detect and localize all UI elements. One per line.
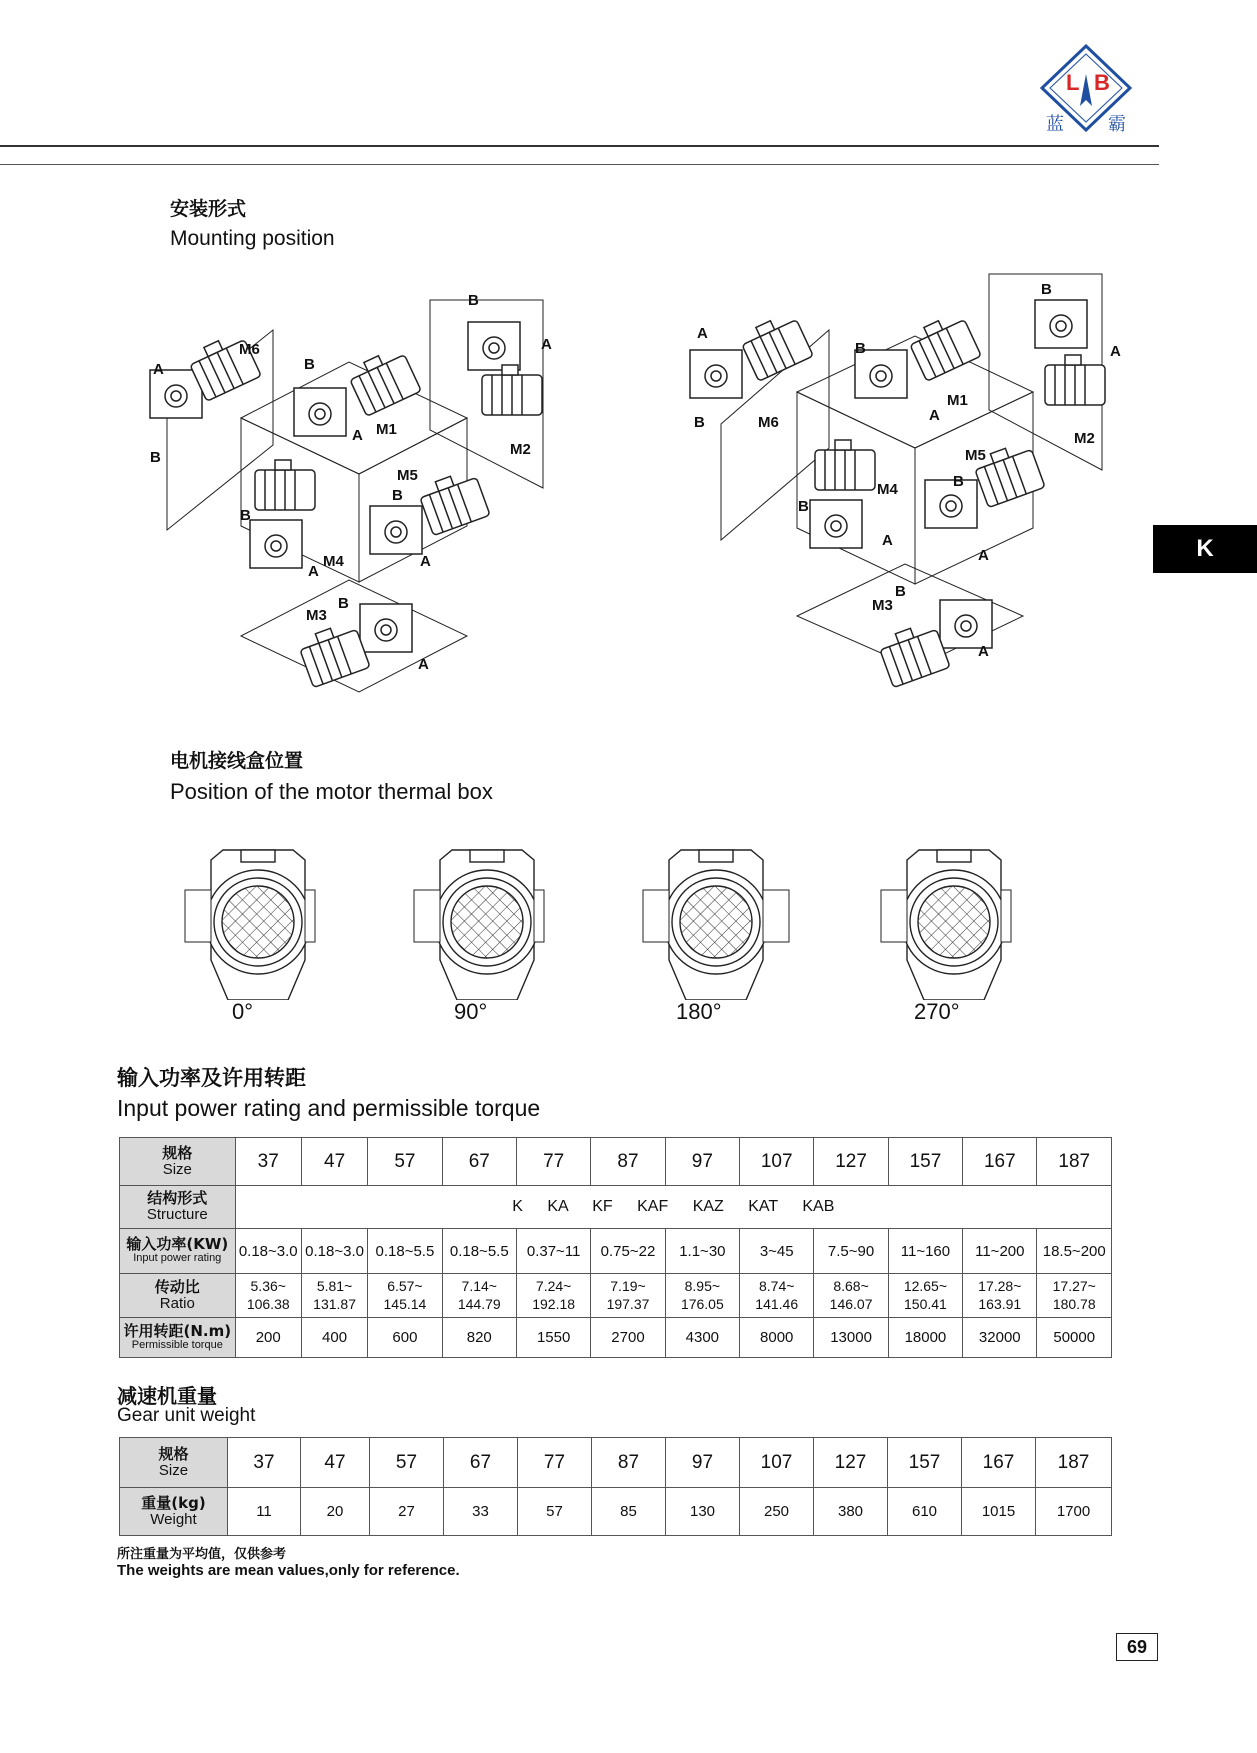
ratio-cell: 8.74~ 141.46 <box>740 1274 814 1318</box>
svg-text:A: A <box>153 361 164 378</box>
weight-cell: 130 <box>666 1488 740 1536</box>
size-cell: 107 <box>740 1138 814 1186</box>
size-cell: 97 <box>665 1138 739 1186</box>
torque-cell: 32000 <box>963 1318 1037 1358</box>
size-cell: 77 <box>518 1438 592 1488</box>
power-cell: 7.5~90 <box>814 1229 888 1274</box>
weight-cell: 33 <box>444 1488 518 1536</box>
size-cell: 167 <box>962 1438 1036 1488</box>
svg-text:M6: M6 <box>239 341 260 358</box>
weight-cell: 27 <box>370 1488 444 1536</box>
angle-90: 90° <box>454 999 488 1024</box>
power-cell: 18.5~200 <box>1037 1229 1112 1274</box>
torque-cell: 2700 <box>591 1318 665 1358</box>
weight-cell: 610 <box>888 1488 962 1536</box>
svg-text:B: B <box>798 498 809 515</box>
svg-text:B: B <box>895 583 906 600</box>
logo-letter-left: L <box>1066 70 1080 95</box>
angle-180: 180° <box>676 999 722 1024</box>
svg-text:M1: M1 <box>947 392 968 409</box>
size-cell: 157 <box>888 1138 962 1186</box>
power-table-title-en: Input power rating and permissible torque <box>117 1095 541 1121</box>
size-cell: 37 <box>228 1438 301 1488</box>
weight-header: 重量(kg) Weight <box>120 1488 228 1536</box>
weight-table-title-en: Gear unit weight <box>117 1405 256 1426</box>
power-header: 输入功率(KW) Input power rating <box>120 1229 236 1274</box>
size-cell: 87 <box>591 1138 665 1186</box>
svg-text:B: B <box>1041 281 1052 298</box>
size-cell: 57 <box>368 1138 442 1186</box>
weight-cell: 380 <box>814 1488 888 1536</box>
power-cell: 0.18~3.0 <box>235 1229 301 1274</box>
motor-front-0 <box>185 850 315 1000</box>
logo-cn-right: 霸 <box>1108 114 1126 134</box>
power-row <box>120 1229 1112 1274</box>
svg-text:B: B <box>468 292 479 309</box>
torque-cell: 50000 <box>1037 1318 1112 1358</box>
size-cell: 97 <box>666 1438 740 1488</box>
mounting-title-en: Mounting position <box>170 227 335 250</box>
ratio-cell: 7.14~ 144.79 <box>442 1274 516 1318</box>
note-en: The weights are mean values,only for reference. <box>117 1562 460 1579</box>
motor-front-180 <box>643 850 789 1000</box>
weight-cell: 20 <box>301 1488 370 1536</box>
size-cell: 127 <box>814 1438 888 1488</box>
ratio-cell: 5.36~ 106.38 <box>235 1274 301 1318</box>
svg-text:B: B <box>304 356 315 373</box>
weight-cell: 11 <box>228 1488 301 1536</box>
size-cell: 167 <box>963 1138 1037 1186</box>
power-cell: 0.18~5.5 <box>368 1229 442 1274</box>
svg-text:A: A <box>882 532 893 549</box>
size-cell: 127 <box>814 1138 888 1186</box>
ratio-cell: 8.68~ 146.07 <box>814 1274 888 1318</box>
power-cell: 1.1~30 <box>665 1229 739 1274</box>
power-cell: 11~200 <box>963 1229 1037 1274</box>
structure-row <box>120 1186 1112 1229</box>
ratio-cell: 5.81~ 131.87 <box>301 1274 367 1318</box>
torque-cell: 200 <box>235 1318 301 1358</box>
svg-text:B: B <box>240 507 251 524</box>
svg-text:M6: M6 <box>758 414 779 431</box>
weight-row <box>120 1488 1112 1536</box>
weight-cell: 1700 <box>1036 1488 1112 1536</box>
svg-text:A: A <box>697 325 708 342</box>
section-tab-k: K <box>1153 525 1257 573</box>
svg-text:B: B <box>338 595 349 612</box>
thermal-box-drawings <box>0 840 1257 1000</box>
svg-text:A: A <box>352 427 363 444</box>
structure-header: 结构形式 Structure <box>120 1186 236 1229</box>
motor-front-270 <box>881 850 1011 1000</box>
ratio-cell: 6.57~ 145.14 <box>368 1274 442 1318</box>
torque-header: 许用转距(N.m) Permissible torque <box>120 1318 236 1358</box>
torque-cell: 600 <box>368 1318 442 1358</box>
mounting-diagrams <box>0 0 1257 720</box>
size-cell: 87 <box>592 1438 666 1488</box>
svg-text:M4: M4 <box>323 553 344 570</box>
size-cell: 47 <box>301 1138 367 1186</box>
size-cell: 37 <box>235 1138 301 1186</box>
svg-text:M5: M5 <box>965 447 986 464</box>
ratio-cell: 17.27~ 180.78 <box>1037 1274 1112 1318</box>
ratio-cell: 12.65~ 150.41 <box>888 1274 962 1318</box>
torque-cell: 400 <box>301 1318 367 1358</box>
ratio-cell: 7.24~ 192.18 <box>516 1274 590 1318</box>
svg-text:B: B <box>150 449 161 466</box>
ratio-cell: 7.19~ 197.37 <box>591 1274 665 1318</box>
svg-text:A: A <box>420 553 431 570</box>
size-cell: 67 <box>444 1438 518 1488</box>
page-number: 69 <box>1116 1633 1158 1661</box>
size-cell: 107 <box>740 1438 814 1488</box>
svg-text:M2: M2 <box>1074 430 1095 447</box>
size-cell: 187 <box>1037 1138 1112 1186</box>
ratio-row <box>120 1274 1112 1318</box>
ratio-header: 传动比 Ratio <box>120 1274 236 1318</box>
size-cell: 187 <box>1036 1438 1112 1488</box>
power-table <box>119 1137 1112 1358</box>
size-cell: 77 <box>516 1138 590 1186</box>
motor-front-90 <box>414 850 544 1000</box>
size-cell: 157 <box>888 1438 962 1488</box>
size-cell: 47 <box>301 1438 370 1488</box>
size-header: 规格 Size <box>120 1138 236 1186</box>
power-cell: 0.75~22 <box>591 1229 665 1274</box>
weight-cell: 57 <box>518 1488 592 1536</box>
weight-table <box>119 1437 1112 1536</box>
ratio-cell: 8.95~ 176.05 <box>665 1274 739 1318</box>
svg-text:M2: M2 <box>510 441 531 458</box>
torque-cell: 1550 <box>516 1318 590 1358</box>
svg-text:M3: M3 <box>872 597 893 614</box>
svg-text:M4: M4 <box>877 481 898 498</box>
weight-cell: 250 <box>740 1488 814 1536</box>
svg-text:A: A <box>929 407 940 424</box>
svg-text:A: A <box>978 643 989 660</box>
svg-text:A: A <box>978 547 989 564</box>
weight-cell: 85 <box>592 1488 666 1536</box>
structure-cell: K KA KF KAF KAZ KAT KAB <box>235 1186 1111 1229</box>
weight-cell: 1015 <box>962 1488 1036 1536</box>
size-header: 规格 Size <box>120 1438 228 1488</box>
svg-text:M1: M1 <box>376 421 397 438</box>
power-cell: 0.18~3.0 <box>301 1229 367 1274</box>
torque-cell: 4300 <box>665 1318 739 1358</box>
svg-text:A: A <box>541 336 552 353</box>
svg-text:B: B <box>855 340 866 357</box>
power-cell: 0.18~5.5 <box>442 1229 516 1274</box>
logo-cn-left: 蓝 <box>1046 114 1064 134</box>
svg-text:A: A <box>308 563 319 580</box>
torque-cell: 820 <box>442 1318 516 1358</box>
torque-cell: 8000 <box>740 1318 814 1358</box>
note-zh: 所注重量为平均值，仅供参考 <box>117 1547 287 1562</box>
thermal-box-title-en: Position of the motor thermal box <box>170 779 493 804</box>
size-cell: 67 <box>442 1138 516 1186</box>
torque-row <box>120 1318 1112 1358</box>
angle-270: 270° <box>914 999 960 1024</box>
svg-text:B: B <box>694 414 705 431</box>
angle-0: 0° <box>232 999 254 1024</box>
svg-text:B: B <box>392 487 403 504</box>
weight-size-row <box>120 1438 1112 1488</box>
power-cell: 0.37~11 <box>516 1229 590 1274</box>
thermal-box-title-zh: 电机接线盒位置 <box>170 750 304 772</box>
torque-cell: 18000 <box>888 1318 962 1358</box>
svg-text:A: A <box>1110 343 1121 360</box>
size-cell: 57 <box>370 1438 444 1488</box>
power-size-row <box>120 1138 1112 1186</box>
svg-text:A: A <box>418 656 429 673</box>
power-table-title-zh: 输入功率及许用转距 <box>117 1066 306 1090</box>
power-cell: 11~160 <box>888 1229 962 1274</box>
power-cell: 3~45 <box>740 1229 814 1274</box>
svg-text:M3: M3 <box>306 607 327 624</box>
svg-text:M5: M5 <box>397 467 418 484</box>
mounting-title-zh: 安装形式 <box>170 198 247 220</box>
svg-text:B: B <box>953 473 964 490</box>
ratio-cell: 17.28~ 163.91 <box>963 1274 1037 1318</box>
torque-cell: 13000 <box>814 1318 888 1358</box>
logo-letter-right: B <box>1094 70 1110 95</box>
weight-table-title-zh: 减速机重量 <box>117 1384 217 1408</box>
